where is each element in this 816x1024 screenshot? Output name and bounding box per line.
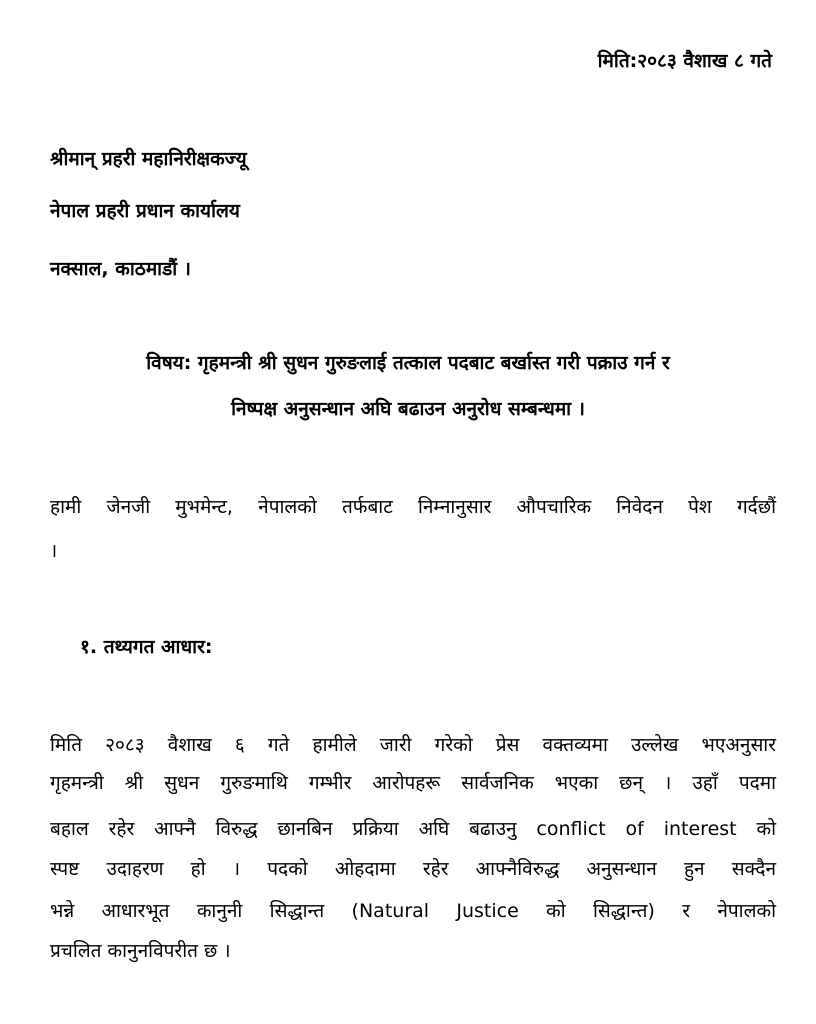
paragraph-line: स्पष्ट उदाहरण हो । पदको ओहदामा रहेर आफ्नैविरुद्ध अनुसन्धान हुन सक्दैन	[50, 858, 776, 880]
subject-line-2: निष्पक्ष अनुसन्धान अघि बढाउन अनुरोध सम्बन्धमा ।	[231, 398, 585, 420]
recipient-location: नक्साल, काठमाडौं ।	[50, 258, 192, 280]
paragraph-line: गृहमन्त्री श्री सुधन गुरुङमाथि गम्भीर आरोपहरू सार्वजनिक भएका छन् । उहाँ पदमा	[50, 772, 776, 794]
paragraph-line: मिति २०८३ वैशाख ६ गते हामीले जारी गरेको प्रेस वक्तव्यमा उल्लेख भएअनुसार	[50, 734, 776, 756]
paragraph-line: बहाल रहेर आफ्नै विरुद्ध छानबिन प्रक्रिया अघि बढाउनु conflict of interest को	[50, 818, 776, 840]
paragraph-line: भन्ने आधारभूत कानुनी सिद्धान्त (Natural Justice को सिद्धान्त) र नेपालको	[50, 900, 776, 922]
paragraph-line: प्रचलित कानुनविपरीत छ ।	[50, 940, 231, 962]
letter-date: मिति:२०८३ वैशाख ८ गते	[597, 50, 772, 72]
recipient-title: श्रीमान् प्रहरी महानिरीक्षकज्यू	[50, 148, 247, 170]
section-heading: १. तथ्यगत आधार:	[80, 636, 213, 658]
intro-line-1: हामी जेनजी मुभमेन्ट, नेपालको तर्फबाट निम्नानुसार औपचारिक निवेदन पेश गर्दछौं	[50, 496, 776, 518]
intro-line-2: ।	[50, 540, 58, 562]
recipient-office: नेपाल प्रहरी प्रधान कार्यालय	[50, 200, 240, 222]
subject-line-1: विषय: गृहमन्त्री श्री सुधन गुरुङलाई तत्काल पदबाट बर्खास्त गरी पक्राउ गर्न र	[146, 352, 670, 374]
